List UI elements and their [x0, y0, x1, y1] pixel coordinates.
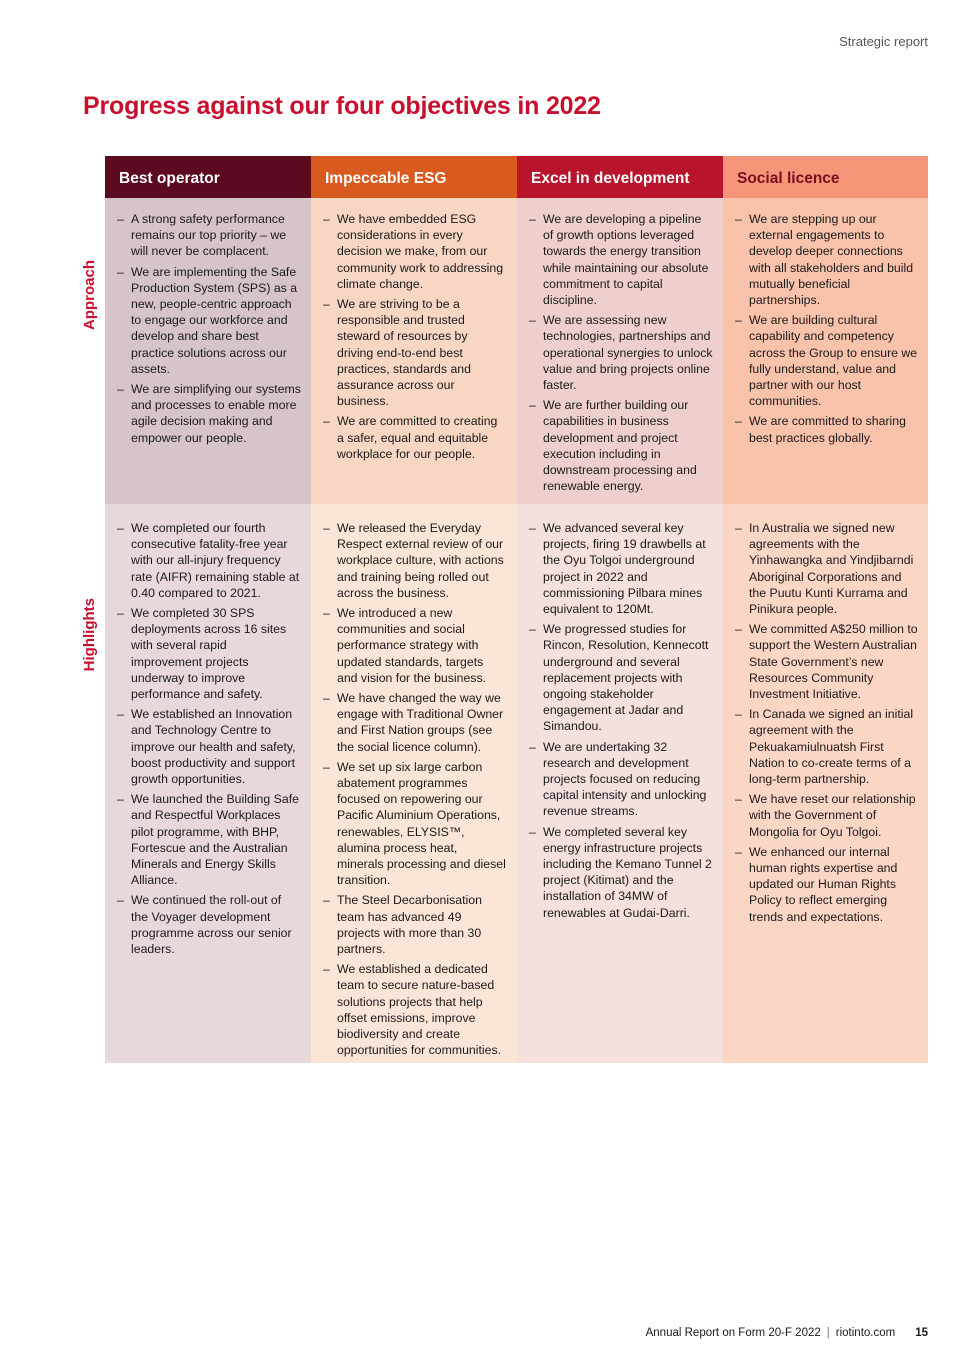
- bullet-item: – The Steel Decarbonisation team has advanced 49 projects with more than 30 partners.: [323, 892, 507, 957]
- bullet-list: [529, 520, 713, 921]
- bullet-item: – We completed our fourth consecutive fatality-free year with our all-injury frequency rate (AIFR) remaining stable at 0.40 compared to 2021.: [117, 520, 301, 601]
- column-header-social-licence: Social licence: [723, 156, 928, 198]
- approach-cell-social-licence: [723, 198, 928, 504]
- bullet-item: – We are committed to creating a safer, equal and equitable workplace for our people.: [323, 413, 507, 462]
- footer-separator: |: [826, 1327, 830, 1339]
- bullet-item: – We enhanced our internal human rights expertise and updated our Human Rights Policy to reflect emerging trends and expectations.: [735, 844, 918, 925]
- bullet-list: [735, 211, 918, 446]
- approach-row: Approach – A strong safety performance remains our top priority – we will never be complacent. – We are implementing the Safe Production System (SPS) as a new, people-centric approach to engage our workforce and develop and share best practice solutions across our assets. – We are simplifying our systems and processes to enable more agile decision making and empower our people. – We have embedded ESG considerations in every decision we make, from our community work to addressing climate change. – We are striving to be a responsible and trusted steward of resources by driving end-to-end best practices, standards and assurance across our business. – We are committed to creating a safer, equal and equitable workplace for our people. – We are developing a pipeline of growth options leveraged towards the energy transition while maintaining our absolute commitment to capital discipline. – We are assessing new technologies, partnerships and operational synergies to unlock value and bring projects online faster. – We are further building our capabilities in business development and project execution including in downstream processing and renewable energy. – We are stepping up our external engagements to develop deeper connections with all stakeholders and build mutually beneficial partnerships. – We are building cultural capability and competency across the Group to ensure we fully understand, value and partner with our host communities. – We are committed to sharing best practices globally.: [105, 198, 928, 504]
- bullet-item: – We are building cultural capability and competency across the Group to ensure we fully understand, value and partner with our host communities.: [735, 312, 918, 409]
- bullet-item: – We are committed to sharing best practices globally.: [735, 413, 918, 445]
- bullet-item: – We are further building our capabilities in business development and project execution including in downstream processing and renewable energy.: [529, 397, 713, 494]
- bullet-item: – In Australia we signed new agreements with the Yinhawangka and Yindjibarndi Aboriginal Corporations and the Puutu Kunti Kurrama and Pinikura people.: [735, 520, 918, 617]
- bullet-item: – We advanced several key projects, firing 19 drawbells at the Oyu Tolgoi underground project in 2022 and commissioning Pilbara mines equivalent to 120Mt.: [529, 520, 713, 617]
- bullet-item: – We are stepping up our external engagements to develop deeper connections with all stakeholders and build mutually beneficial partnerships.: [735, 211, 918, 308]
- bullet-item: – We are developing a pipeline of growth options leveraged towards the energy transition while maintaining our absolute commitment to capital discipline.: [529, 211, 713, 308]
- footer-report-title: Annual Report on Form 20-F 2022: [645, 1327, 821, 1339]
- bullet-list: [323, 211, 507, 462]
- highlights-cell-impeccable-esg: [311, 504, 517, 1063]
- column-header-best-operator: Best operator: [105, 156, 311, 198]
- bullet-item: – We set up six large carbon abatement programmes focused on repowering our Pacific Aluminium Operations, renewables, ELYSIS™, alumina process heat, minerals processing and diesel transition.: [323, 759, 507, 889]
- bullet-item: – We are striving to be a responsible and trusted steward of resources by driving end-to-end best practices, standards and assurance across our business.: [323, 296, 507, 409]
- highlights-cell-excel-in-development: [517, 504, 723, 1063]
- bullet-item: – We committed A$250 million to support the Western Australian State Government’s new Resources Community Investment Initiative.: [735, 621, 918, 702]
- bullet-item: – We launched the Building Safe and Respectful Workplaces pilot programme, with BHP, Fortescue and the Australian Minerals and Energy Skills Alliance.: [117, 791, 301, 888]
- bullet-item: – In Canada we signed an initial agreement with the Pekuakamiulnuatsh First Nation to co-create terms of a long-term partnership.: [735, 706, 918, 787]
- bullet-item: – We are assessing new technologies, partnerships and operational synergies to unlock value and bring projects online faster.: [529, 312, 713, 393]
- bullet-list: [117, 520, 301, 957]
- bullet-item: – We introduced a new communities and social performance strategy with updated standards, targets and vision for the business.: [323, 605, 507, 686]
- bullet-item: – We completed 30 SPS deployments across 16 sites with several rapid improvement projects underway to improve performance and safety.: [117, 605, 301, 702]
- highlights-row: Highlights – We completed our fourth consecutive fatality-free year with our all-injury frequency rate (AIFR) remaining stable at 0.40 compared to 2021. – We completed 30 SPS deployments across 16 sites with several rapid improvement projects underway to improve performance and safety. – We established an Innovation and Technology Centre to improve our health and safety, boost productivity and support growth opportunities. – We launched the Building Safe and Respectful Workplaces pilot programme, with BHP, Fortescue and the Australian Minerals and Energy Skills Alliance. – We continued the roll-out of the Voyager development programme across our senior leaders. – We released the Everyday Respect external review of our workplace culture, with actions and training being rolled out across the business. – We introduced a new communities and social performance strategy with updated standards, targets and vision for the business. – We have changed the way we engage with Traditional Owner and First Nation groups (see the social licence column). – We set up six large carbon abatement programmes focused on repowering our Pacific Aluminium Operations, renewables, ELYSIS™, alumina process heat, minerals processing and diesel transition. – The Steel Decarbonisation team has advanced 49 projects with more than 30 partners. – We established a dedicated team to secure nature-based solutions projects that help offset emissions, improve biodiversity and create opportunities for communities. – We advanced several key projects, firing 19 drawbells at the Oyu Tolgoi underground project in 2022 and commissioning Pilbara mines equivalent to 120Mt. – We progressed studies for Rincon, Resolution, Kennecott underground and several replacement projects with ongoing stakeholder engagement at Jadar and Simandou. – We are undertaking 32 research and development projects focused on reducing capital intensity and unlocking revenue streams. – We completed several key energy infrastructure projects including the Kemano Tunnel 2 project (Kitimat) and the installation of 34MW of renewables at Gudai-Darri. – In Australia we signed new agreements with the Yinhawangka and Yindjibarndi Aboriginal Corporations and the Puutu Kunti Kurrama and Pinikura people. – We committed A$250 million to support the Western Australian State Government’s new Resources Community Investment Initiative. – In Canada we signed an initial agreement with the Pekuakamiulnuatsh First Nation to co-create terms of a long-term partnership. – We have reset our relationship with the Government of Mongolia for Oyu Tolgoi. – We enhanced our internal human rights expertise and updated our Human Rights Policy to reflect emerging trends and expectations.: [105, 504, 928, 1063]
- approach-cell-excel-in-development: [517, 198, 723, 504]
- footer-website-link[interactable]: riotinto.com: [835, 1327, 896, 1339]
- objectives-table: [81, 156, 928, 1063]
- bullet-item: – We established a dedicated team to secure nature-based solutions projects that help offset emissions, improve biodiversity and create opportunities for communities.: [323, 961, 507, 1058]
- bullet-item: – We released the Everyday Respect external review of our workplace culture, with actions and training being rolled out across the business.: [323, 520, 507, 601]
- approach-cell-impeccable-esg: [311, 198, 517, 504]
- bullet-item: – We have reset our relationship with the Government of Mongolia for Oyu Tolgoi.: [735, 791, 918, 840]
- bullet-item: – We progressed studies for Rincon, Resolution, Kennecott underground and several replacement projects with ongoing stakeholder engagement at Jadar and Simandou.: [529, 621, 713, 734]
- page-footer: [646, 1327, 928, 1339]
- bullet-item: – We established an Innovation and Technology Centre to improve our health and safety, boost productivity and support growth opportunities.: [117, 706, 301, 787]
- section-label: Strategic report: [839, 34, 928, 49]
- approach-cell-best-operator: [105, 198, 311, 504]
- bullet-item: – We are implementing the Safe Production System (SPS) as a new, people-centric approach to engage our workforce and develop and share best practice solutions across our assets.: [117, 264, 301, 377]
- bullet-item: – We completed several key energy infrastructure projects including the Kemano Tunnel 2 project (Kitimat) and the installation of 34MW of renewables at Gudai-Darri.: [529, 824, 713, 921]
- column-header-excel-in-development: Excel in development: [517, 156, 723, 198]
- bullet-list: [735, 520, 918, 925]
- page-title: Progress against our four objectives in 2022: [83, 92, 601, 120]
- column-header-impeccable-esg: Impeccable ESG: [311, 156, 517, 198]
- bullet-list: [323, 520, 507, 1059]
- highlights-cell-best-operator: [105, 504, 311, 1063]
- bullet-item: – We continued the roll-out of the Voyager development programme across our senior leaders.: [117, 892, 301, 957]
- bullet-item: – We have embedded ESG considerations in every decision we make, from our community work to addressing climate change.: [323, 211, 507, 292]
- page-number: 15: [915, 1327, 928, 1339]
- highlights-cell-social-licence: [723, 504, 928, 1063]
- bullet-item: – We are undertaking 32 research and development projects focused on reducing capital intensity and unlocking revenue streams.: [529, 739, 713, 820]
- bullet-item: – We have changed the way we engage with Traditional Owner and First Nation groups (see the social licence column).: [323, 690, 507, 755]
- bullet-item: – We are simplifying our systems and processes to enable more agile decision making and empower our people.: [117, 381, 301, 446]
- bullet-item: – A strong safety performance remains our top priority – we will never be complacent.: [117, 211, 301, 260]
- table-header-row: [105, 156, 928, 198]
- bullet-list: [529, 211, 713, 494]
- bullet-list: [117, 211, 301, 446]
